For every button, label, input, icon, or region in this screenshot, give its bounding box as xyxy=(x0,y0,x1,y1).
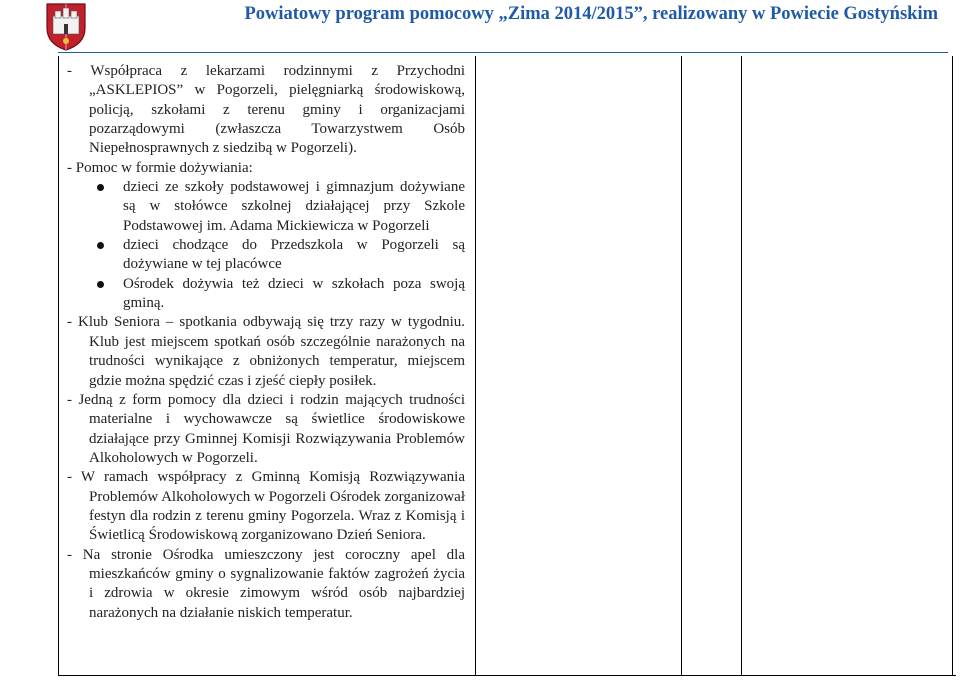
header-divider xyxy=(58,52,948,53)
column-divider xyxy=(475,56,476,675)
paragraph-festival: - W ramach współpracy z Gminną Komisją Rozwiązywania Problemów Alkoholowych w Pogorzeli Ośrodek zorganizował festyn dla rodzin z terenu gminy Pogorzela. Wraz z Komisją i Świetlicą Środowiskową zorganizowano Dzień Seniora. xyxy=(67,469,465,544)
paragraph-feeding-aid: - Pomoc w formie dożywiania: xyxy=(67,159,253,176)
list-item xyxy=(67,178,465,236)
column-divider xyxy=(952,56,953,675)
senior-club-schedule: - Klub Seniora – spotkania odbywają się trzy razy w tygodniu. xyxy=(67,314,465,331)
bullet-icon xyxy=(97,184,104,191)
paragraph-cooperation: - Współpraca z lekarzami rodzinnymi z Przychodni „ASKLEPIOS” w Pogorzeli, pielęgniarką środowiskową, policją, szkołami z terenu gminy i organizacjami pozarządowymi (zwłaszcza Towarzystwem Osób Niepełnosprawnych z siedzibą w Pogorzeli). xyxy=(67,63,465,157)
column-divider xyxy=(681,56,682,675)
list-item xyxy=(67,275,465,314)
page-title: Powiatowy program pomocowy „Zima 2014/2015”, realizowany w Powiecie Gostyńskim xyxy=(244,4,938,24)
coat-of-arms-icon xyxy=(44,2,88,52)
bullet-icon xyxy=(97,281,104,288)
paragraph-senior-club xyxy=(67,313,465,390)
paragraph-community-centers: - Jedną z form pomocy dla dzieci i rodzin mających trudności materialne i wychowawcze są świetlice środowiskowe działające przy Gminnej Komisji Rozwiązywania Problemów Alkoholowych w Pogorzeli. xyxy=(67,391,465,466)
column-divider xyxy=(741,56,742,675)
page-header xyxy=(0,0,960,54)
list-item-text: Ośrodek dożywia też dzieci w szkołach poza swoją gminą. xyxy=(123,275,465,312)
paragraph-appeal: - Na stronie Ośrodka umieszczony jest coroczny apel dla mieszkańców gminy o sygnalizowanie faktów zagrożeń życia i zdrowia w okresie zimowym wśród osób najbardziej narażonych na działanie niskich temperatur. xyxy=(67,546,465,621)
table-cell-description xyxy=(67,62,465,623)
list-item-text: dzieci ze szkoły podstawowej i gimnazjum dożywiane są w stołówce szkolnej działającej przy Szkole Podstawowej im. Adama Mickiewicza w Pogorzeli xyxy=(123,179,465,234)
senior-club-description: Klub jest miejscem spotkań osób szczególnie narażonych na trudności wynikające z obniżonych temperatur, miejscem gdzie można spędzić czas i zjeść ciepły posiłek. xyxy=(89,333,465,389)
list-item xyxy=(67,236,465,275)
content-table xyxy=(58,56,956,676)
list-item-text: dzieci chodzące do Przedszkola w Pogorzeli są dożywiane w tej placówce xyxy=(123,237,465,273)
bullet-icon xyxy=(97,242,104,249)
